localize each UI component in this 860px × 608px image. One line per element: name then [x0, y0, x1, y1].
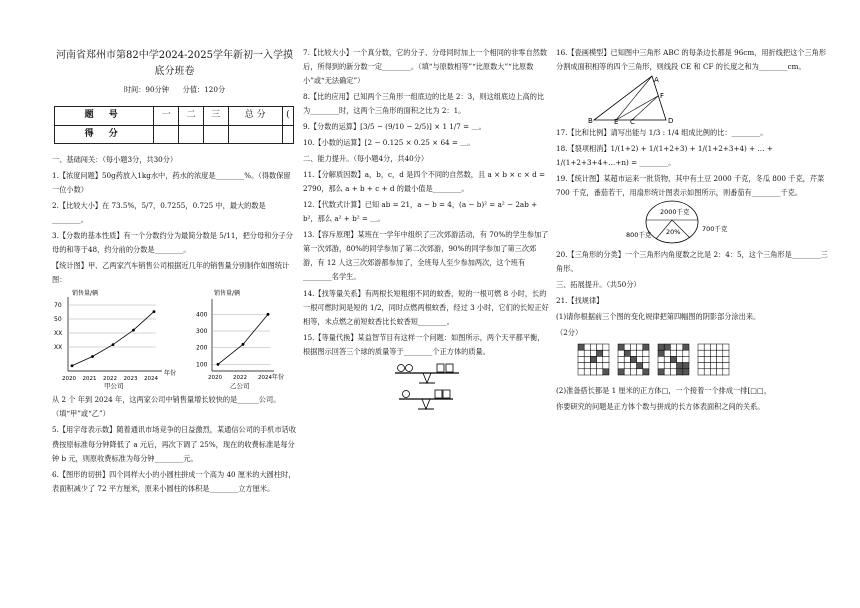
grid-cell — [624, 344, 630, 350]
grid-cell — [723, 344, 729, 350]
grid-cell — [664, 351, 670, 357]
grid-cell — [597, 363, 603, 369]
grid-pattern-2 — [618, 344, 649, 375]
chart-a-xtick: 2023 — [123, 376, 138, 383]
chart-b-xtick: 2020 — [208, 375, 222, 382]
chart-a — [54, 289, 176, 390]
grid-cell — [630, 344, 636, 350]
question-21-1: (1)请你根据前三个图的变化规律把第四幅图的阴影部分涂出来。 — [556, 312, 761, 322]
grid-cell — [624, 351, 630, 357]
grid-cell — [643, 351, 649, 357]
balance-scale-top — [395, 364, 459, 383]
grid-cell — [630, 363, 636, 369]
grid-cell — [603, 351, 609, 357]
question-21: 21.【找规律】 — [556, 296, 604, 306]
chart-a-xtick: 2021 — [82, 376, 97, 383]
grid-cell — [590, 351, 596, 357]
grid-cell — [683, 344, 689, 350]
question-12: 12.【代数式计算】已知 ab = 21，a − b = 4，(a − b)² = a² − 2ab + b²，那么 a² + b² = ＿。 — [303, 200, 538, 224]
grid-cell — [637, 351, 643, 357]
tri-label-c: C — [630, 118, 635, 125]
question-4: 从 2 个 年到 2024 年，这两家公司中销售量增长较快的是______公司。（填“甲”或“乙”） — [52, 395, 281, 419]
grid-cell — [603, 369, 609, 375]
chart-b-point — [217, 363, 220, 366]
question-11: 11.【分解质因数】a，b，c，d 是四个不同的自然数，且 a × b × c × d = 2790，那么 a + b + c + d 的最小值是________。 — [303, 170, 546, 194]
pie-label-potato: 2000千克 — [660, 208, 690, 217]
balance-scales-figure — [303, 359, 549, 417]
question-7: 7.【比较大小】一个真分数，它的分子、分母同时加上一个相同的非零自然数后，所得到的新分数一定________。（填“与原数相等”“比原数大”“比原数小”或“无法确定”） — [303, 48, 548, 86]
question-18: 18.【裂项相消】1/(1+2) + 1/(1+2+3) + 1/(1+2+3+4) + … + 1/(1+2+3+4+…+n) = ________。 — [556, 144, 773, 168]
grid-cell — [630, 357, 636, 363]
grid-cell — [723, 369, 729, 375]
score-input-cell[interactable] — [203, 125, 228, 144]
pie-chart-figure — [556, 200, 832, 246]
grid-cell — [717, 351, 723, 357]
question-20: 20.【三角形的分类】一个三角形内角度数之比是 2：4：5，这个三角形是________三角形。 — [556, 250, 828, 274]
ball-icon — [403, 390, 410, 397]
question-5: 5.【用字母表示数】随着通讯市场竞争的日益激烈，某通信公司的手机市话收费按原标准每分钟降低了 a 元后，再次下调了 25%，现在的收费标准是每分钟 b 元，则原收费标准为每分钟________元。 — [52, 425, 297, 463]
section-heading-2: 二、能力提升。（每小题4分，共40分） — [303, 154, 429, 164]
grid-cell — [677, 351, 683, 357]
grid-cell — [584, 351, 590, 357]
grid-cell — [590, 363, 596, 369]
tri-label-b: B — [588, 117, 593, 125]
score-cell: 题 号 — [55, 107, 154, 126]
grid-cell — [698, 351, 704, 357]
grid-cell — [643, 363, 649, 369]
grid-cell — [597, 369, 603, 375]
pie-label-tomato: 20% — [666, 228, 681, 237]
chart-b-xtick: 2024 — [258, 375, 272, 382]
chart-b-point — [267, 313, 270, 316]
grid-cell — [597, 351, 603, 357]
question-21-1-score: （2分） — [556, 328, 583, 338]
grid-cell — [717, 357, 723, 363]
grid-cell — [618, 344, 624, 350]
grid-cell — [590, 357, 596, 363]
cube-icon — [446, 364, 453, 372]
tri-label-a: A — [654, 76, 659, 85]
chart-a-ylabel: 销售量/辆 — [72, 290, 99, 298]
question-1: 1.【浓度问题】50g药放入1kg水中，药水的浓度是________%。（得数保留一位小数） — [52, 171, 291, 195]
chart-b-series-line — [218, 315, 268, 365]
question-9: 9.【分数的运算】[3/5 − (9/10 − 2/5)] × 1 1/7 = ＿。 — [303, 122, 486, 132]
chart-b-ytick: 400 — [196, 311, 208, 319]
question-21-3: 你要研究的问题是正方体个数与拼成的长方体表面积之间的关系。 — [556, 402, 765, 412]
grid-cell — [717, 369, 723, 375]
grid-cell — [658, 357, 664, 363]
question-13: 13.【容斥原理】某班在一学年中组织了三次郊游活动，有 70%的学生参加了第一次郊游，80%的同学参加了第二次郊游，90%的同学参加了第三次郊游，有 12 人这三次郊游都参加了，全班每人至少参加两次，这个班有________名学生。 — [303, 230, 549, 282]
chart-b-xlabel: 年份 — [272, 374, 285, 382]
chart-b-ylabel: 销售量/辆 — [214, 290, 241, 298]
score-cell: 得 分 — [55, 125, 154, 144]
question-10: 10.【小数的运算】[2 − 0.125 × 0.25 × 64 = ＿。 — [303, 138, 475, 148]
grid-cell — [637, 344, 643, 350]
score-table — [54, 106, 294, 144]
grid-cell — [658, 344, 664, 350]
grid-cell — [677, 363, 683, 369]
balance-scale-bottom — [399, 390, 453, 409]
question-17: 17.【比和比例】请写出能与 1/3 : 1/4 组成比例的比：________。 — [556, 128, 768, 138]
grid-cell — [698, 357, 704, 363]
grid-cell — [698, 369, 704, 375]
chart-b-caption: 乙公司 — [230, 382, 250, 391]
grid-cell — [590, 344, 596, 350]
grid-cell — [677, 344, 683, 350]
grid-cell — [643, 369, 649, 375]
chart-a-point — [71, 365, 74, 368]
chart-b-xtick: 2022 — [233, 375, 247, 382]
chart-a-ytick: 50 — [54, 316, 62, 324]
exam-title: 河南省郑州市第82中学2024-2025学年新初一入学摸底分班卷 — [55, 50, 293, 77]
grid-cell — [710, 369, 716, 375]
grid-pattern-figure — [556, 340, 832, 382]
question-21-2: (2)准备搭长都是 1 厘米的正方体□，一个接着一个排成一排[□□， — [556, 386, 772, 396]
grid-cell — [578, 344, 584, 350]
exam-meta — [52, 83, 297, 97]
chart-b — [196, 289, 284, 390]
chart-a-series-line — [72, 312, 154, 366]
grid-cell — [704, 351, 710, 357]
grid-cell — [618, 357, 624, 363]
exam-time: 时间：90分钟 — [123, 85, 169, 94]
chart-a-xlabel: 年份 — [164, 370, 177, 378]
chart-a-point — [153, 311, 156, 314]
grid-cell — [710, 363, 716, 369]
grid-cell — [670, 357, 676, 363]
chart-b-ytick: 300 — [196, 328, 208, 336]
grid-cell — [704, 369, 710, 375]
pie-label-winter-melon: 800千克 — [626, 231, 652, 240]
tri-label-f: F — [660, 92, 665, 101]
grid-cell — [670, 351, 676, 357]
triangle-figure — [556, 74, 832, 124]
chart-a-caption: 甲公司 — [104, 382, 124, 391]
grid-cell — [664, 363, 670, 369]
score-cell: ( — [282, 107, 293, 126]
grid-cell — [578, 363, 584, 369]
grid-cell — [578, 369, 584, 375]
section-heading-3: 三、拓展提升。（共50分） — [556, 280, 641, 290]
ball-icon — [398, 364, 405, 371]
question-19: 19.【统计图】某超市运来一批货物，其中有土豆 2000 千克，冬瓜 800 千克，芹菜 700 千克，番茄若干，用扇形统计图表示如图所示，则番茄有________千克。 — [556, 174, 825, 198]
grid-cell — [630, 351, 636, 357]
grid-cell — [584, 363, 590, 369]
score-input-cell[interactable] — [179, 125, 204, 144]
grid-cell — [578, 351, 584, 357]
grid-cell — [723, 351, 729, 357]
chart-a-xtick: 2022 — [103, 376, 117, 383]
score-input-cell[interactable] — [282, 125, 293, 144]
score-cell: 三 — [203, 107, 228, 126]
question-4-intro: 【统计图】甲、乙两家汽车销售公司根据近几年的销售量分别制作如图统计图： — [52, 261, 290, 285]
grid-cell — [584, 357, 590, 363]
grid-cell — [624, 363, 630, 369]
cube-icon — [437, 364, 444, 372]
grid-cell — [624, 357, 630, 363]
grid-cell — [723, 363, 729, 369]
column-middle — [303, 44, 549, 417]
grid-cell — [630, 369, 636, 375]
chart-a-ytick: XX — [54, 330, 63, 338]
chart-b-ytick: 200 — [196, 345, 208, 353]
ball-icon — [406, 364, 413, 371]
score-input-cell[interactable] — [228, 125, 282, 144]
grid-cell — [603, 357, 609, 363]
grid-cell — [664, 344, 670, 350]
grid-cell — [704, 344, 710, 350]
grid-cell — [637, 357, 643, 363]
chart-a-xtick: 2024 — [144, 376, 158, 383]
chart-a-point — [132, 329, 135, 332]
grid-cell — [578, 357, 584, 363]
question-16: 16.【瓷画模型】已知图中三角形 ABC 的每条边长都是 96cm，用折线把这个三角形分割成面积相等的四个三角形，则线段 CE 和 CF 的长度之和为________cm。 — [556, 48, 827, 72]
grid-pattern-3 — [658, 344, 689, 375]
grid-cell — [624, 369, 630, 375]
grid-cell — [618, 351, 624, 357]
grid-cell — [584, 369, 590, 375]
grid-cell — [618, 363, 624, 369]
grid-cell — [658, 369, 664, 375]
grid-pattern-1 — [578, 344, 609, 375]
grid-cell — [603, 344, 609, 350]
grid-cell — [590, 369, 596, 375]
question-2: 2.【比较大小】在 73.5%，5/7，0.7255，0.725 中，最大的数是________。 — [52, 201, 266, 225]
cube-icon — [435, 390, 442, 398]
question-6: 6.【图形的切拼】四个同样大小的小圆柱拼成一个高为 40 厘米的大圆柱时，表面积减少了 72 平方厘米，原来小圆柱的体积是________立方厘米。 — [52, 469, 296, 493]
tri-label-d: D — [668, 117, 674, 125]
grid-cell — [597, 357, 603, 363]
chart-a-ytick: XX — [54, 344, 63, 352]
grid-cell — [643, 344, 649, 350]
grid-cell — [723, 357, 729, 363]
grid-cell — [683, 351, 689, 357]
grid-cell — [710, 344, 716, 350]
grid-cell — [698, 344, 704, 350]
grid-cell — [643, 357, 649, 363]
exam-score: 分值：120分 — [182, 85, 226, 94]
grid-cell — [717, 363, 723, 369]
grid-cell — [658, 351, 664, 357]
chart-b-ytick: 100 — [196, 361, 208, 369]
grid-pattern-4[interactable] — [698, 344, 729, 375]
question-8: 8.【比的应用】已知两个三角形一组底边的比是 2：3，则这组底边上高的比为________时，这两个三角形的面积之比为 2：1。 — [303, 92, 545, 116]
grid-cell — [637, 369, 643, 375]
grid-cell — [664, 369, 670, 375]
grid-cell — [584, 344, 590, 350]
chart-a-point — [91, 355, 94, 358]
grid-cell — [670, 369, 676, 375]
grid-cell — [710, 357, 716, 363]
grid-cell — [618, 369, 624, 375]
cube-icon — [443, 390, 450, 398]
score-table-row-score — [55, 125, 294, 144]
section-heading-1: 一、基础闯关：（每小题3分，共30分） — [52, 155, 178, 165]
score-cell: 一 — [154, 107, 179, 126]
sales-charts-figure — [52, 287, 292, 391]
score-table-row-header — [55, 107, 294, 126]
chart-a-ytick: 70 — [54, 302, 62, 310]
pie-label-celery: 700千克 — [702, 225, 728, 234]
question-15: 15.【等量代换】某益智节目有这样一个问题：如图所示，两个天平都平衡，根据图示回答三个球的质量等于________个正方体的质量。 — [303, 332, 545, 356]
score-cell: 二 — [179, 107, 204, 126]
chart-b-point — [242, 343, 245, 346]
grid-cell — [698, 363, 704, 369]
grid-cell — [637, 363, 643, 369]
grid-cell — [664, 357, 670, 363]
grid-cell — [677, 357, 683, 363]
grid-cell — [683, 363, 689, 369]
grid-cell — [677, 369, 683, 375]
grid-cell — [597, 344, 603, 350]
chart-a-point — [112, 344, 115, 347]
column-right — [556, 44, 832, 414]
column-left — [52, 0, 297, 496]
grid-cell — [704, 363, 710, 369]
score-cell: 总 分 — [228, 107, 282, 126]
grid-cell — [683, 357, 689, 363]
grid-cell — [670, 344, 676, 350]
grid-cell — [683, 369, 689, 375]
question-14: 14.【找等量关系】有两根长短粗细不同的蚊香，短的一根可燃 8 小时，长的一根可燃时间是短的 1/2，同时点燃两根蚊香，经过 3 小时，它们的长短正好相等，未点燃之前短蚊香比长蚊香短________。 — [303, 288, 549, 326]
score-input-cell[interactable] — [154, 125, 179, 144]
chart-a-xtick: 2020 — [62, 376, 76, 383]
grid-cell — [710, 351, 716, 357]
grid-cell — [603, 363, 609, 369]
question-3: 3.【分数的基本性质】有一个分数约分为最简分数是 5/11，把分母和分子分母的和等于48，约分前的分数是________。 — [52, 231, 293, 255]
grid-cell — [670, 363, 676, 369]
grid-cell — [658, 363, 664, 369]
grid-cell — [704, 357, 710, 363]
grid-cell — [717, 344, 723, 350]
tri-label-e: E — [614, 118, 619, 125]
